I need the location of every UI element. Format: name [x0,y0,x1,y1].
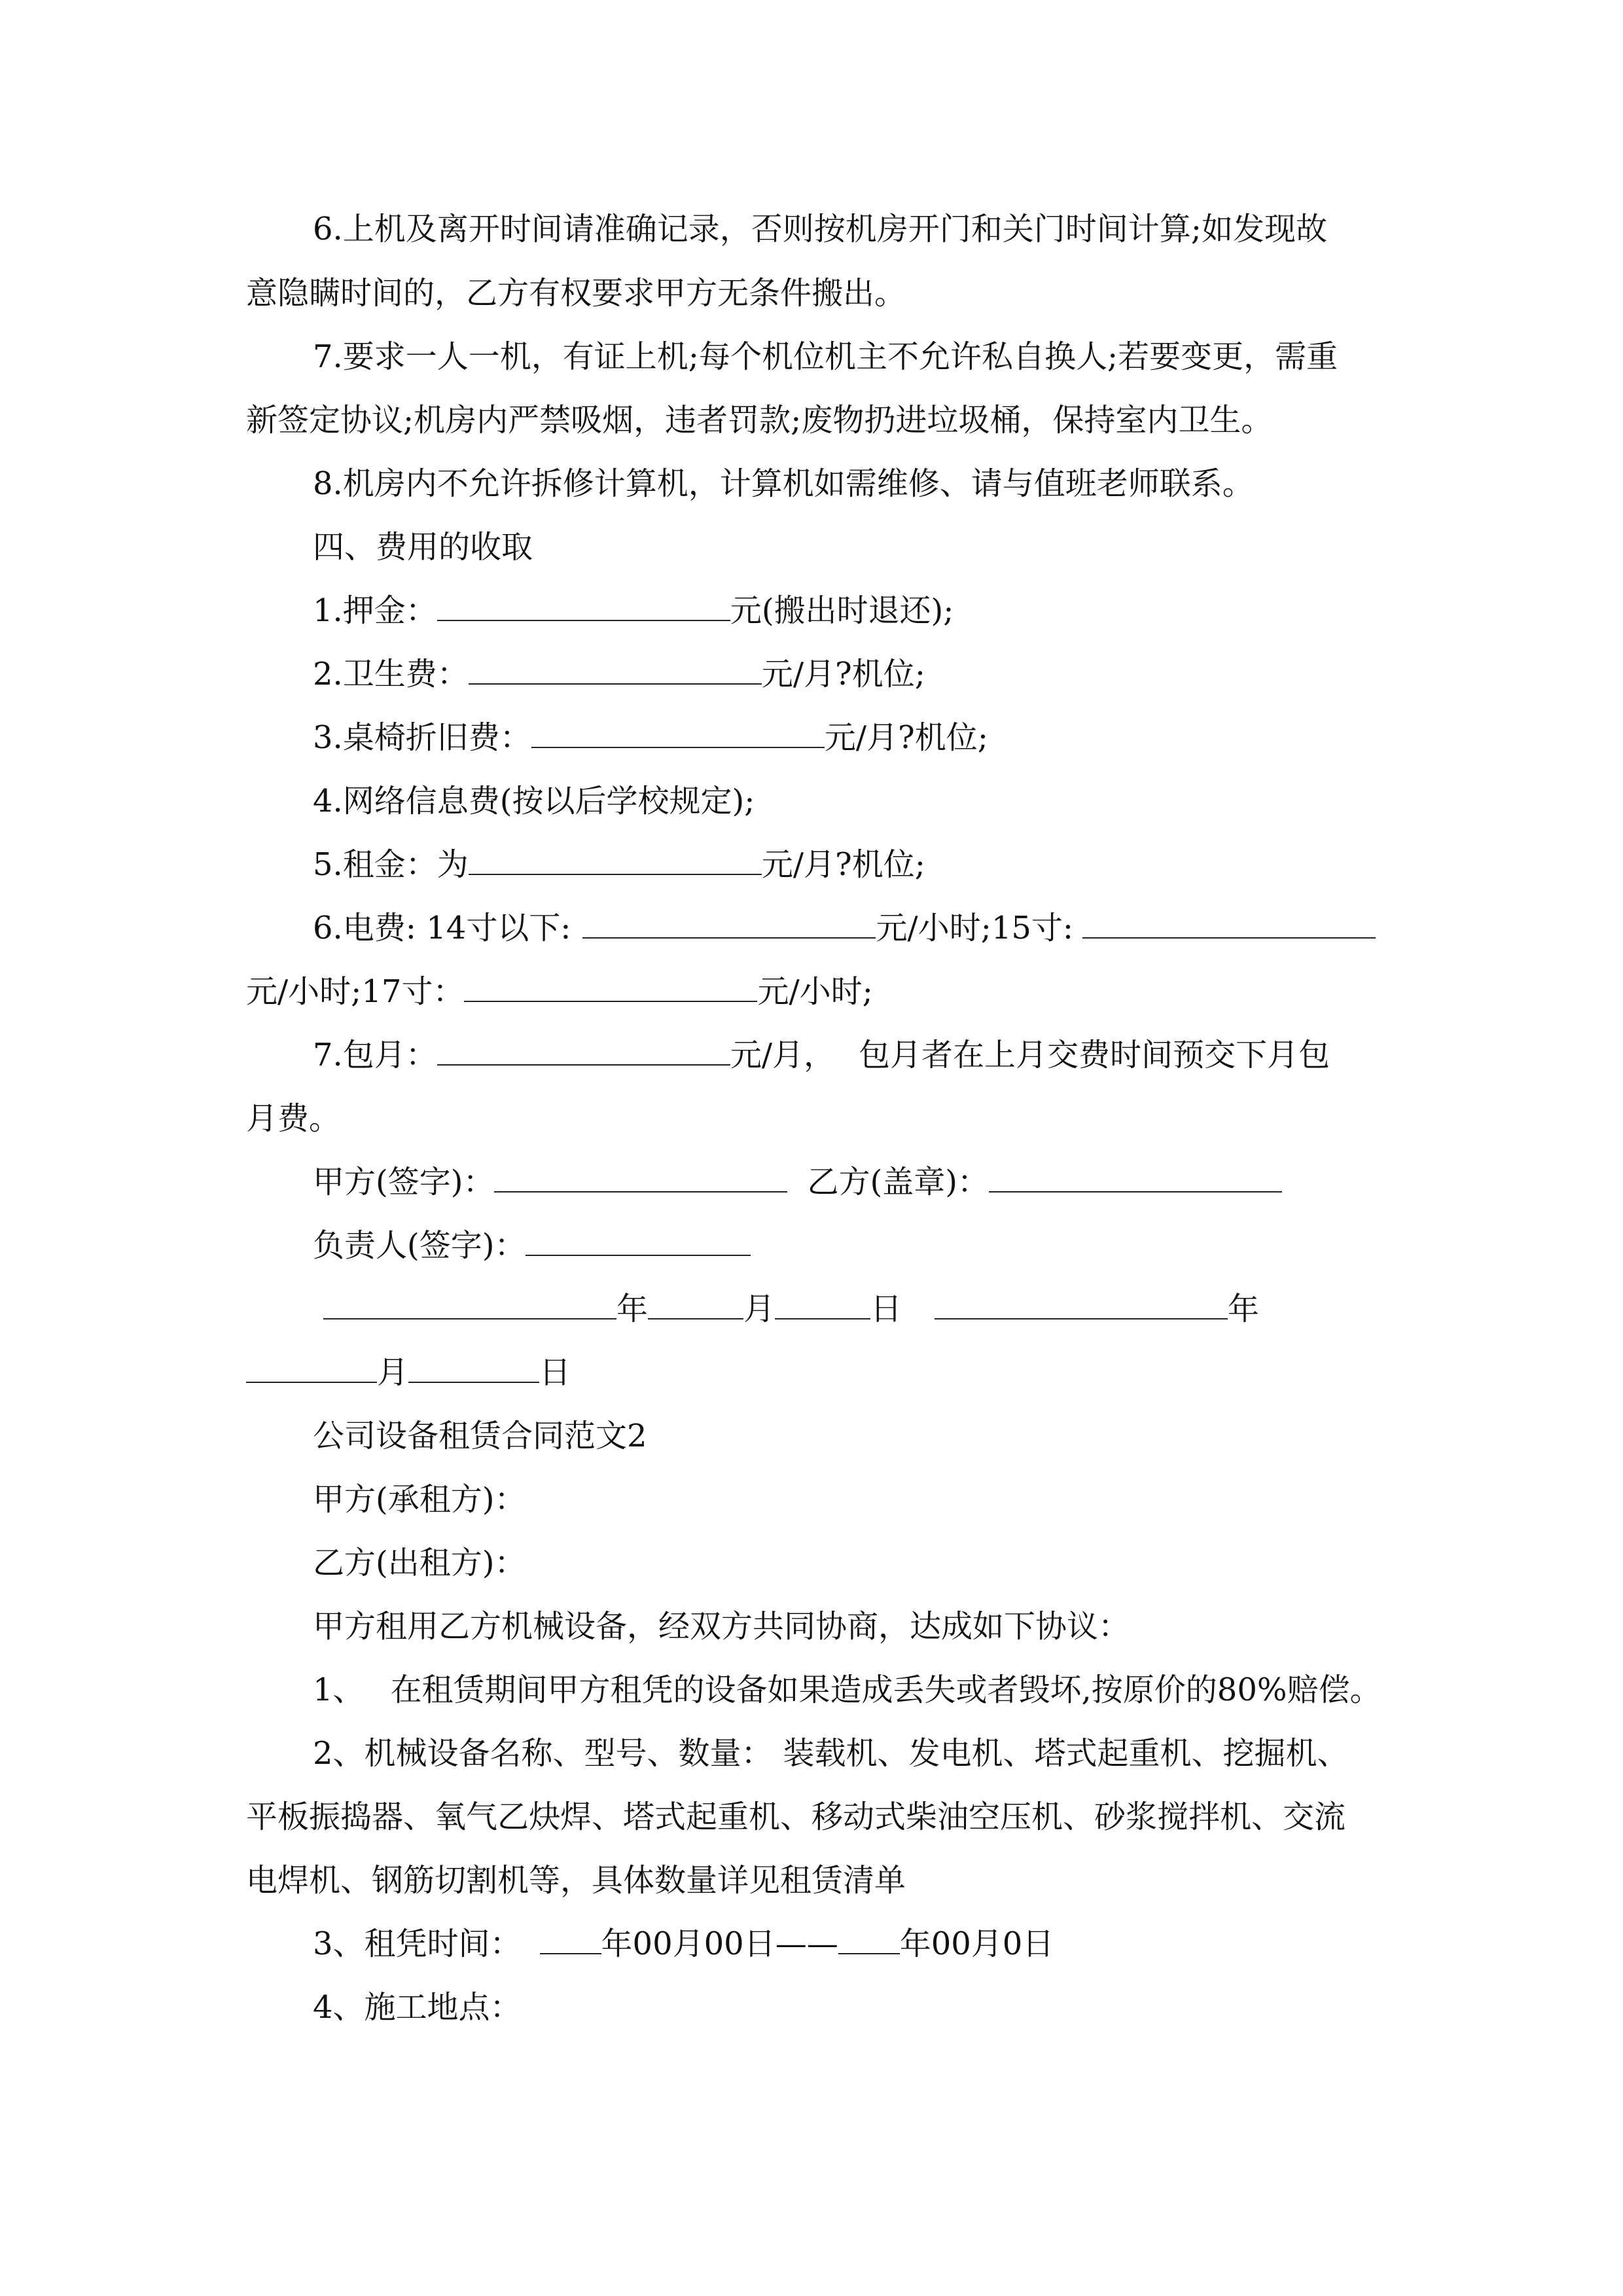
fee-monthly [0,1024,1623,1086]
fee-deposit [0,579,1623,642]
clause-6-line-2: 意隐瞒时间的，乙方有权要求甲方无条件搬出。 [246,275,906,312]
date-b-month: 月 [377,1354,409,1391]
party-b-seal-label: 乙方(盖章)： [807,1164,989,1200]
fee-electricity [0,897,1623,960]
clause-6-line-1: 6.上机及离开时间请准确记录，否则按机房开门和关门时间计算;如发现故 [313,211,1327,247]
date-b-year-blank[interactable] [935,1278,1228,1319]
date-b-month-blank[interactable] [246,1341,377,1383]
item-3-label: 3、租凭时间： [313,1926,522,1962]
contract-2-item-2-line-2: 平板振捣器、氧气乙炔焊、塔式起重机、移动式柴油空压机、砂浆搅拌机、交流 [246,1799,1346,1835]
date-line-cont [0,1341,1623,1404]
contract-2-item-2 [0,1722,1623,1785]
fee-network: 4.网络信息费(按以后学校规定); [313,783,755,819]
contract-2-item-4: 4、施工地点： [313,1989,522,2026]
electric-blank-15[interactable] [1082,897,1376,939]
electric-unit-1: 元/小时;15寸: [876,910,1074,946]
signature-parties [0,1151,1623,1213]
contract-2-item-2-line-3: 电焊机、钢筋切割机等，具体数量详见租赁清单 [246,1862,906,1899]
date-a-month-blank[interactable] [648,1278,743,1319]
rent-label: 5.租金：为 [313,846,469,883]
monthly-unit: 元/月， [730,1037,835,1073]
deposit-blank[interactable] [437,579,730,621]
fee-rent [0,833,1623,896]
contract-2-item-1 [0,1659,1623,1721]
party-a-sign-blank[interactable] [494,1151,787,1193]
clause-8: 8.机房内不允许拆修计算机，计算机如需维修、请与值班老师联系。 [313,465,1254,502]
electric-blank-14[interactable] [582,897,876,939]
date-a-day-blank[interactable] [775,1278,870,1319]
item-3-part-1: 年00月00日—— [601,1926,838,1962]
item-3-start-year-blank[interactable] [540,1912,601,1954]
party-b-seal-blank[interactable] [989,1151,1282,1193]
rent-unit: 元/月?机位; [761,846,925,883]
person-sign-label: 负责人(签字)： [313,1227,526,1264]
date-line [0,1278,1623,1340]
contract-2-party-b: 乙方(出租方)： [313,1545,526,1581]
electric-unit-3: 元/小时; [757,973,873,1010]
hygiene-blank[interactable] [469,643,762,685]
hygiene-label: 2.卫生费： [313,656,469,692]
monthly-text: 包月者在上月交费时间预交下月包 [859,1037,1330,1073]
contract-2-intro: 甲方租用乙方机械设备，经双方共同协商，达成如下协议： [313,1608,1130,1645]
fee-hygiene [0,643,1623,706]
electric-blank-17[interactable] [464,960,757,1002]
monthly-label: 7.包月： [313,1037,437,1073]
item-1-number: 1、 [313,1672,365,1708]
contract-2-item-3 [0,1912,1623,1975]
clause-7-line-1: 7.要求一人一机，有证上机;每个机位机主不允许私自换人;若要变更，需重 [313,338,1338,375]
monthly-blank[interactable] [437,1024,730,1066]
date-a-year: 年 [616,1291,649,1327]
date-b-year: 年 [1228,1291,1260,1327]
hygiene-unit: 元/月?机位; [761,656,925,692]
item-2-text-1: 装载机、发电机、塔式起重机、挖掘机、 [783,1735,1349,1772]
item-3-part-2: 年00月0日 [899,1926,1054,1962]
party-a-sign-label: 甲方(签字)： [313,1164,495,1200]
item-2-label: 2、机械设备名称、型号、数量： [313,1735,773,1772]
fee-monthly-cont: 月费。 [246,1100,341,1137]
fee-electricity-cont [0,960,1623,1023]
date-a-month: 月 [743,1291,776,1327]
item-3-end-year-blank[interactable] [838,1912,900,1954]
contract-2-party-a: 甲方(承租方)： [313,1481,526,1518]
person-sign-blank[interactable] [526,1214,751,1256]
rent-blank[interactable] [469,833,762,875]
deposit-unit: 元(搬出时退还); [730,592,954,629]
item-1-text: 在租赁期间甲方租凭的设备如果造成丢失或者毁坏,按原价的80%赔偿。 [390,1672,1382,1708]
electric-unit-2: 元/小时;17寸： [246,973,465,1010]
date-b-day-blank[interactable] [408,1341,539,1383]
furniture-unit: 元/月?机位; [824,719,988,756]
electric-label: 6.电费: 14寸以下: [313,910,571,946]
date-a-year-blank[interactable] [323,1278,616,1319]
section-4-heading: 四、费用的收取 [313,529,533,565]
furniture-blank[interactable] [531,706,825,748]
date-a-day: 日 [870,1291,902,1327]
clause-7-line-2: 新签定协议;机房内严禁吸烟，违者罚款;废物扔进垃圾桶，保持室内卫生。 [246,402,1273,439]
furniture-label: 3.桌椅折旧费： [313,719,531,756]
date-b-day: 日 [539,1354,571,1391]
signature-person [0,1214,1623,1277]
deposit-label: 1.押金： [313,592,437,629]
fee-furniture [0,706,1623,769]
contract-2-title: 公司设备租赁合同范文2 [313,1418,647,1454]
